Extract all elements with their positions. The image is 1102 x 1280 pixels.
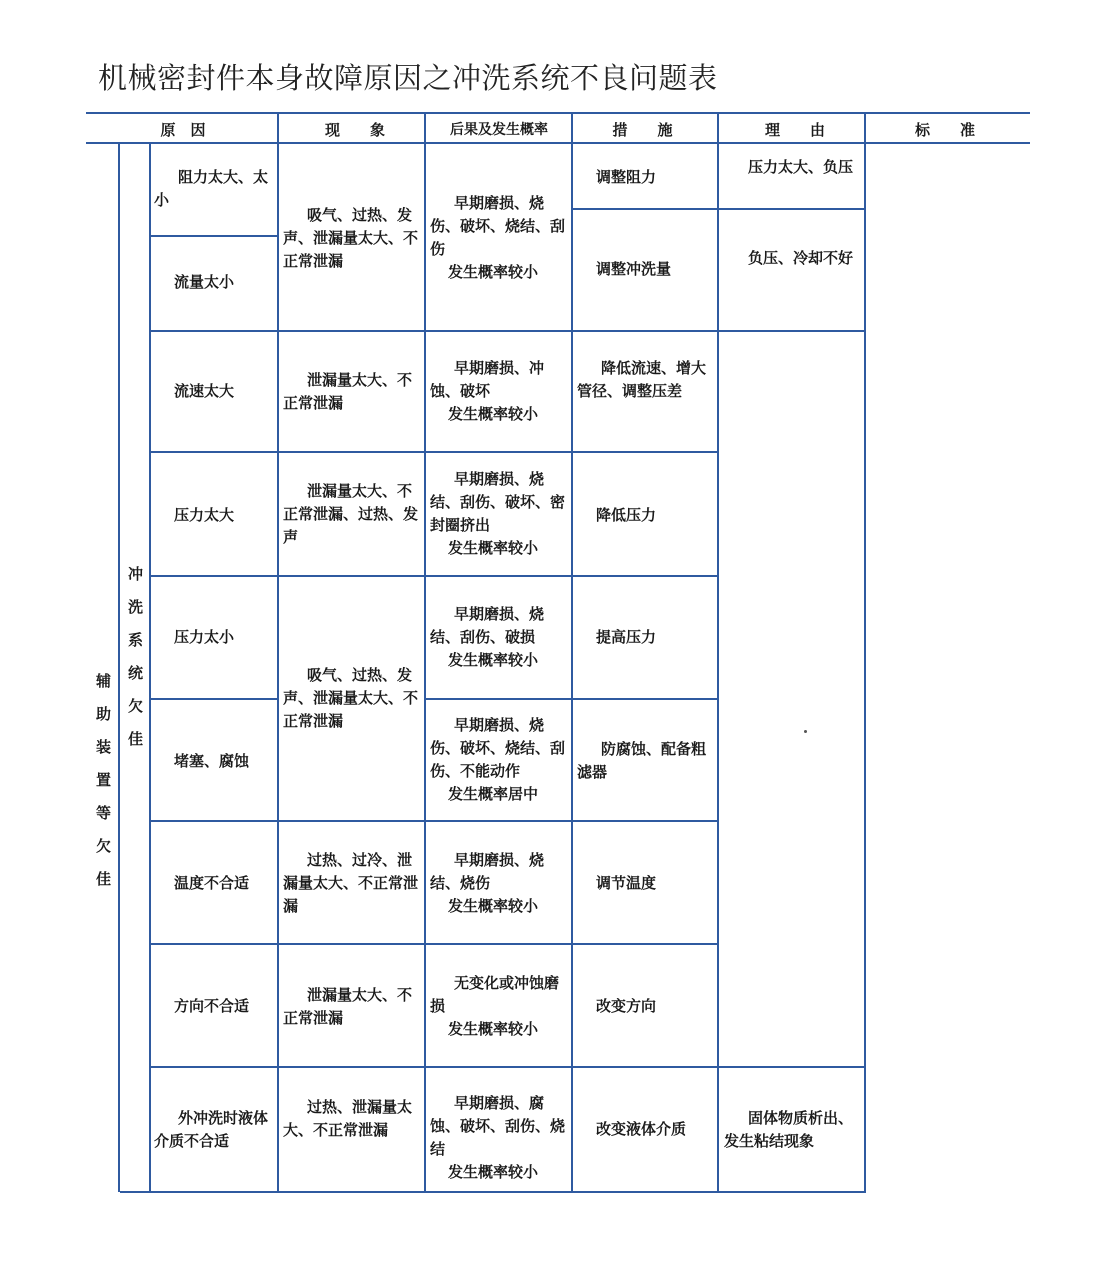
cause-cell: 外冲洗时液体介质不合适 [154,1109,269,1150]
consequence-cell [430,468,568,560]
phenomenon-cell: 吸气、过热、发声、泄漏量太大、不正常泄漏 [283,206,419,270]
consequence-cell [430,972,568,1041]
consequence-text: 早期磨损、烧伤、破坏、烧结、刮伤 [430,194,566,258]
probability-text: 发生概率较小 [448,651,539,669]
category-inner-label: 冲洗系统欠佳 [126,566,144,764]
cause-cell: 方向不合适 [174,997,250,1015]
consequence-cell [430,1092,568,1184]
page-title: 机械密封件本身故障原因之冲洗系统不良问题表 [98,61,718,95]
speck-mark [804,730,807,733]
header-measure: 措 施 [612,121,673,139]
header-cause: 原 因 [160,121,206,139]
measure-cell: 调节温度 [596,874,657,892]
cause-cell: 压力太小 [174,628,235,646]
reason-cell: 固体物质析出、发生粘结现象 [724,1109,854,1150]
reason-cell: 负压、冷却不好 [748,249,854,267]
phenomenon-cell: 泄漏量太大、不正常泄漏 [283,371,413,412]
consequence-text: 早期磨损、烧伤、破坏、烧结、刮伤、不能动作 [430,716,566,780]
phenomenon-cell: 过热、泄漏量太大、不正常泄漏 [283,1098,413,1139]
probability-text: 发生概率较小 [448,539,539,557]
phenomenon-cell: 吸气、过热、发声、泄漏量太大、不正常泄漏 [283,666,419,730]
measure-cell: 调整冲洗量 [596,260,672,278]
consequence-text: 早期磨损、烧结、刮伤、破损 [430,605,545,646]
probability-text: 发生概率较小 [448,1163,539,1181]
consequence-text: 早期磨损、烧结、烧伤 [430,851,545,892]
consequence-text: 早期磨损、烧结、刮伤、破坏、密封圈挤出 [430,470,566,534]
measure-cell: 调整阻力 [596,168,657,186]
cause-cell: 堵塞、腐蚀 [174,752,250,770]
probability-text: 发生概率较小 [448,263,539,281]
probability-text: 发生概率较小 [448,897,539,915]
consequence-cell [430,603,568,672]
consequence-cell [430,714,568,806]
cause-cell: 压力太大 [174,506,235,524]
consequence-text: 无变化或冲蚀磨损 [430,974,560,1015]
measure-cell: 降低压力 [596,506,657,524]
cause-cell: 流量太小 [174,273,235,291]
header-phenomenon: 现 象 [324,121,385,139]
header-reason: 理 由 [764,121,825,139]
consequence-cell [430,357,568,426]
probability-text: 发生概率较小 [448,1020,539,1038]
measure-cell: 改变液体介质 [596,1120,687,1138]
probability-text: 发生概率居中 [448,785,539,803]
consequence-cell [430,849,568,918]
reason-cell: 压力太大、负压 [748,158,854,176]
cause-cell: 温度不合适 [174,874,250,892]
measure-cell: 防腐蚀、配备粗滤器 [577,740,707,781]
phenomenon-cell: 过热、过冷、泄漏量太大、不正常泄漏 [283,851,419,915]
cause-cell: 流速太大 [174,382,235,400]
consequence-text: 早期磨损、腐蚀、破坏、刮伤、烧结 [430,1094,566,1158]
phenomenon-cell: 泄漏量太大、不正常泄漏、过热、发声 [283,482,419,546]
measure-cell: 提高压力 [596,628,657,646]
cause-cell: 阻力太大、太小 [154,168,269,209]
measure-cell: 降低流速、增大管径、调整压差 [577,359,707,400]
header-consequence: 后果及发生概率 [450,122,548,138]
phenomenon-cell: 泄漏量太大、不正常泄漏 [283,986,413,1027]
measure-cell: 改变方向 [596,997,657,1015]
probability-text: 发生概率较小 [448,405,539,423]
category-outer-label: 辅助装置等欠佳 [94,673,112,904]
header-standard: 标 准 [914,121,975,139]
consequence-text: 早期磨损、冲蚀、破坏 [430,359,545,400]
consequence-cell [430,192,568,284]
